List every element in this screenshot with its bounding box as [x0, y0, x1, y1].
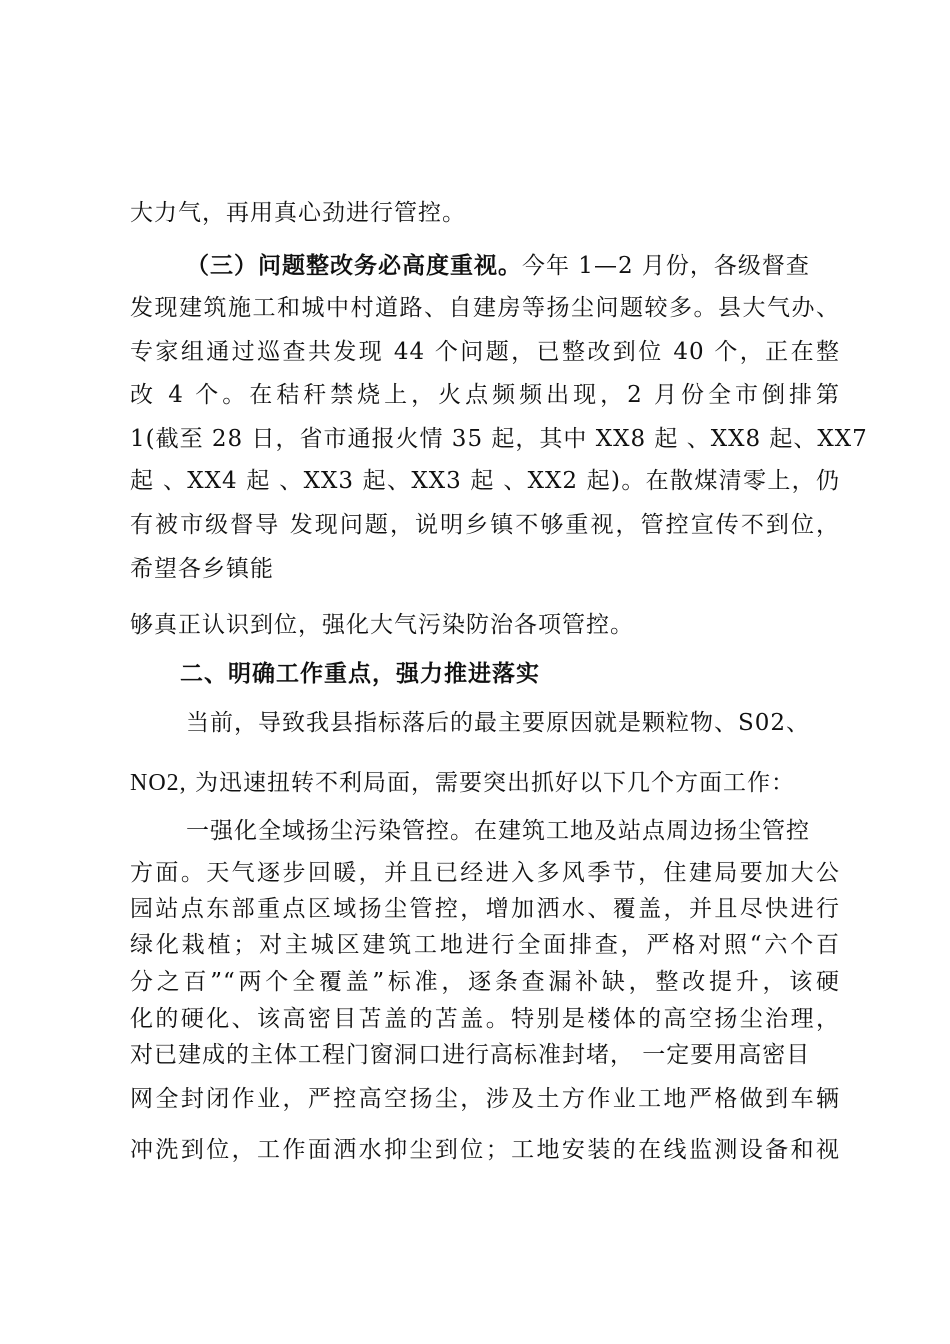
- paragraph-lead-bold: （三）问题整改务必高度重视。: [186, 253, 522, 279]
- text-line: 冲洗到位，工作面洒水抑尘到位；工地安装的在线监测设备和视: [130, 1137, 840, 1163]
- text-line-rest: 为迅速扭转不利局面，需要突出抓好以下几个方面工作：: [194, 770, 795, 796]
- text-line: 当前，导致我县指标落后的最主要原因就是颗粒物、S02、: [186, 710, 811, 736]
- text-line: 一强化全域扬尘污染管控。在建筑工地及站点周边扬尘管控: [186, 818, 810, 844]
- text-line: 对已建成的主体工程门窗洞口进行高标准封堵， 一定要用高密目: [130, 1042, 811, 1068]
- text-line: 够真正认识到位，强化大气污染防治各项管控。: [130, 612, 634, 638]
- text-line: 有被市级督导 发现问题，说明乡镇不够重视，管控宣传不到位，: [130, 512, 840, 538]
- text-line: 起 、XX4 起 、XX3 起、XX3 起 、XX2 起)。在散煤清零上，仍: [130, 468, 840, 494]
- text-line: 绿化栽植；对主城区建筑工地进行全面排查，严格对照“六个百: [130, 932, 840, 958]
- text-line: 改 4 个。在秸秆禁烧上，火点频频出现，2 月份全市倒排第: [130, 382, 840, 408]
- paragraph-three-first-line: [186, 250, 840, 282]
- text-line: 化的硬化、该高密目苫盖的苫盖。特别是楼体的高空扬尘治理，: [130, 1006, 840, 1032]
- text-line: 发现建筑施工和城中村道路、自建房等扬尘问题较多。县大气办、: [130, 295, 840, 321]
- text-line: 大力气，再用真心劲进行管控。: [130, 200, 466, 226]
- text-line: 专家组通过巡查共发现 44 个问题，已整改到位 40 个，正在整: [130, 339, 840, 365]
- text-line: 1(截至 28 日，省市通报火情 35 起，其中 XX8 起 、XX8 起、XX7: [130, 426, 868, 452]
- text-line: 网全封闭作业，严控高空扬尘，涉及土方作业工地严格做到车辆: [130, 1086, 840, 1112]
- text-line: 希望各乡镇能: [130, 556, 274, 582]
- section-heading: 二、明确工作重点，强力推进落实: [180, 661, 540, 687]
- no2-prefix: NO2,: [130, 770, 187, 796]
- text-line: 园站点东部重点区域扬尘管控，增加洒水、覆盖，并且尽快进行: [130, 896, 840, 922]
- text-line: 分之百”“两个全覆盖”标准，逐条查漏补缺，整改提升，该硬: [130, 969, 840, 995]
- text-line: 方面。天气逐步回暖，并且已经进入多风季节，住建局要加大公: [130, 860, 840, 886]
- paragraph-text: 今年 1—2 月份，各级督查: [522, 253, 810, 279]
- text-line-no2: [130, 767, 840, 799]
